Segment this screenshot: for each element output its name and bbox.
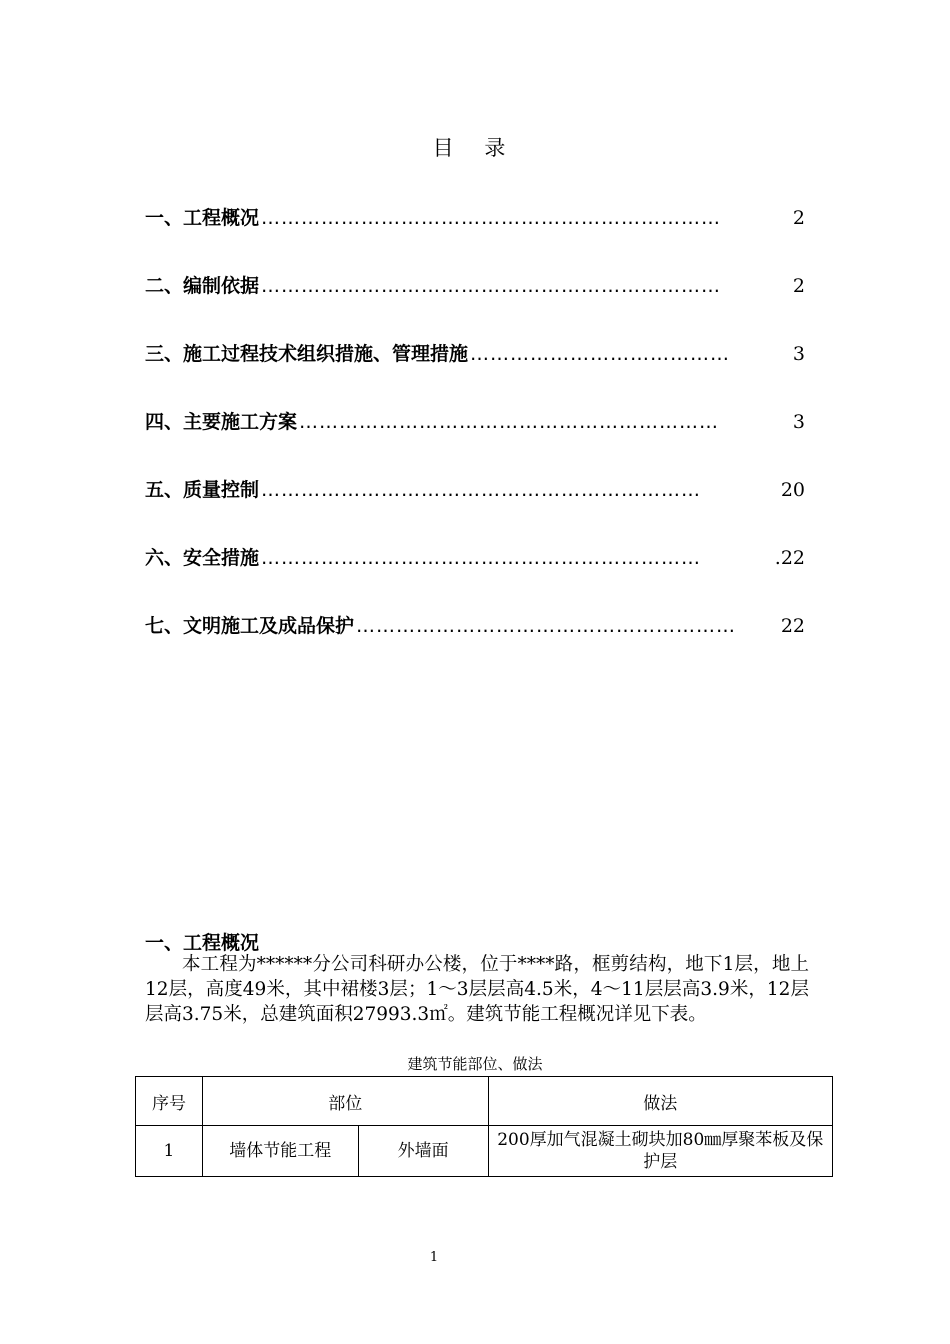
section-heading: 一、工程概况 <box>145 932 260 954</box>
toc-entry-label: 二、编制依据 <box>145 275 260 297</box>
toc-entry-6[interactable] <box>145 543 805 570</box>
cell-category: 墙体节能工程 <box>202 1126 358 1177</box>
toc-leader-dots: ………………………………… <box>470 343 731 365</box>
header-part: 部位 <box>202 1077 488 1126</box>
toc-leader-dots: ………………………………………………………… <box>261 547 702 569</box>
toc-entry-3[interactable] <box>145 339 805 366</box>
toc-entry-1[interactable] <box>145 203 805 230</box>
toc-page-number: .22 <box>774 547 805 569</box>
toc-page-number: 3 <box>792 411 805 433</box>
toc-page-number: 20 <box>780 479 805 501</box>
page-number: 1 <box>429 1250 439 1265</box>
table-header-row <box>136 1077 833 1126</box>
toc-entry-7[interactable] <box>145 611 805 638</box>
table-caption: 建筑节能部位、做法 <box>407 1055 543 1073</box>
body-paragraph: 本工程为******分公司科研办公楼，位于****路，框剪结构，地下1层，地上12层，高度49米，其中裙楼3层；1～3层层高4.5米，4～11层层高3.9米，12层层高3.75米，总建筑面积27993.3㎡。建筑节能工程概况详见下表。 <box>145 954 809 1025</box>
table-row <box>136 1126 833 1177</box>
cell-method: 200厚加气混凝土砌块加80㎜厚聚苯板及保护层 <box>488 1126 833 1177</box>
toc-title: 目 录 <box>432 136 518 160</box>
toc-leader-dots: ………………………………………………… <box>356 615 737 637</box>
toc-page-number: 3 <box>792 343 805 365</box>
header-index: 序号 <box>136 1077 203 1126</box>
toc-page-number: 2 <box>792 275 805 297</box>
toc-entry-label: 五、质量控制 <box>145 479 260 501</box>
toc-leader-dots: …………………………………………………………… <box>261 207 722 229</box>
cell-location: 外墙面 <box>358 1126 488 1177</box>
toc-entry-5[interactable] <box>145 475 805 502</box>
toc-entry-4[interactable] <box>145 407 805 434</box>
toc-entry-label: 七、文明施工及成品保护 <box>145 615 355 637</box>
energy-saving-table <box>135 1076 833 1177</box>
toc-page-number: 22 <box>780 615 805 637</box>
toc-entry-label: 一、工程概况 <box>145 207 260 229</box>
toc-page-number: 2 <box>792 207 805 229</box>
header-method: 做法 <box>488 1077 833 1126</box>
toc-entry-2[interactable] <box>145 271 805 298</box>
toc-entry-label: 三、施工过程技术组织措施、管理措施 <box>145 343 469 365</box>
toc-entry-label: 六、安全措施 <box>145 547 260 569</box>
toc-leader-dots: …………………………………………………………… <box>261 275 722 297</box>
cell-index: 1 <box>136 1126 203 1177</box>
toc-leader-dots: ………………………………………………………… <box>261 479 702 501</box>
toc-leader-dots: ……………………………………………………… <box>299 411 720 433</box>
toc-entry-label: 四、主要施工方案 <box>145 411 298 433</box>
